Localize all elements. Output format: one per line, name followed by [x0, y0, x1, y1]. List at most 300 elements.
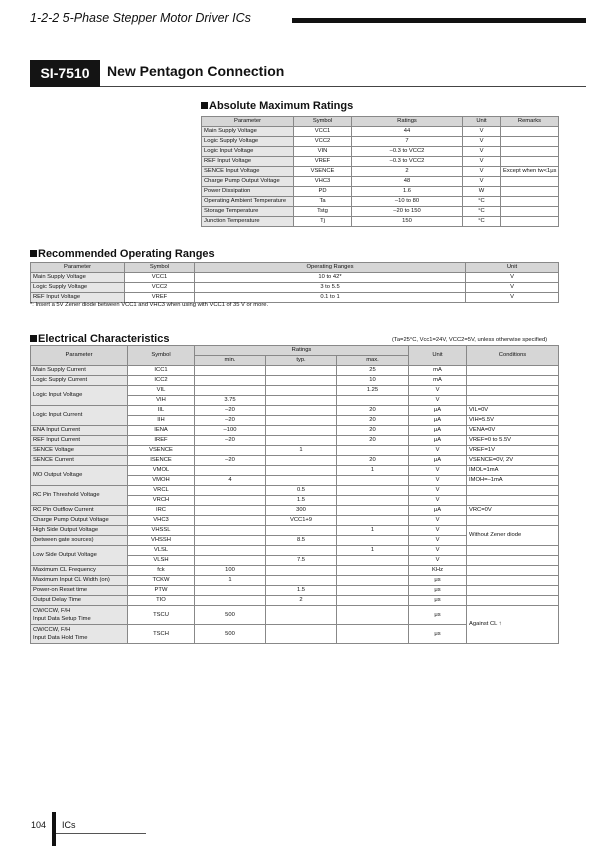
- ec-typ: 2: [266, 596, 337, 606]
- ec-min: 1: [195, 576, 266, 586]
- abs-rating: –0.3 to VCC2: [352, 147, 463, 157]
- ec-max: 1: [337, 466, 409, 476]
- ec-min: [195, 496, 266, 506]
- table-row: [31, 486, 559, 496]
- ec-min: [195, 446, 266, 456]
- abs-remark: [501, 197, 559, 207]
- table-row: [202, 187, 559, 197]
- abs-unit: V: [463, 147, 501, 157]
- ec-symbol: IREF: [128, 436, 195, 446]
- ec-max: [337, 396, 409, 406]
- ec-col-conditions: Conditions: [467, 346, 559, 366]
- abs-rating: 2: [352, 167, 463, 177]
- abs-max-heading-text: Absolute Maximum Ratings: [209, 100, 354, 112]
- abs-rating: 44: [352, 127, 463, 137]
- table-row: [31, 466, 559, 476]
- abs-unit: W: [463, 187, 501, 197]
- table-row: [31, 516, 559, 526]
- ec-typ: [266, 416, 337, 426]
- ec-condition: Against CL ↑: [467, 606, 559, 644]
- ec-unit: μs: [409, 586, 467, 596]
- ec-min: –20: [195, 436, 266, 446]
- footer-rule: [56, 833, 146, 834]
- rec-heading-text: Recommended Operating Ranges: [38, 248, 215, 260]
- abs-rating: 150: [352, 217, 463, 227]
- rec-range: 10 to 42*: [195, 273, 466, 283]
- abs-unit: °C: [463, 197, 501, 207]
- ec-param: RC Pin Outflow Current: [31, 506, 128, 516]
- ec-unit: V: [409, 486, 467, 496]
- ec-max: 20: [337, 406, 409, 416]
- ec-min: 500: [195, 625, 266, 644]
- rec-unit: V: [466, 273, 559, 283]
- rec-range: 0.1 to 1: [195, 293, 466, 303]
- ec-min: [195, 486, 266, 496]
- ec-typ: 1: [266, 446, 337, 456]
- ec-max: [337, 486, 409, 496]
- ec-col-typ: typ.: [266, 356, 337, 366]
- abs-param: Charge Pump Output Voltage: [202, 177, 294, 187]
- ec-symbol: VRCH: [128, 496, 195, 506]
- ec-max: [337, 586, 409, 596]
- abs-symbol: Tj: [294, 217, 352, 227]
- ec-symbol: IIH: [128, 416, 195, 426]
- abs-symbol: VIN: [294, 147, 352, 157]
- table-row: [31, 366, 559, 376]
- ec-min: [195, 516, 266, 526]
- ec-symbol: PTW: [128, 586, 195, 596]
- abs-remark: [501, 207, 559, 217]
- ec-param: Logic Input Voltage: [31, 386, 128, 406]
- ec-conditions-note: (Ta=25°C, Vcc1=24V, VCC2=5V, unless otherwise specified): [392, 337, 548, 343]
- ec-condition: [467, 496, 559, 506]
- rec-param: REF Input Voltage: [31, 293, 125, 303]
- header-rule: [292, 18, 586, 23]
- ec-param: Charge Pump Output Voltage: [31, 516, 128, 526]
- ec-min: [195, 366, 266, 376]
- ec-max: [337, 536, 409, 546]
- ec-unit: μA: [409, 506, 467, 516]
- table-row: [202, 167, 559, 177]
- abs-param: Main Supply Voltage: [202, 127, 294, 137]
- abs-unit: V: [463, 167, 501, 177]
- ec-unit: μA: [409, 456, 467, 466]
- ec-condition: [467, 576, 559, 586]
- abs-rating: –10 to 80: [352, 197, 463, 207]
- rec-unit: V: [466, 283, 559, 293]
- ec-typ: 0.5: [266, 486, 337, 496]
- ec-typ: [266, 625, 337, 644]
- abs-rating: 7: [352, 137, 463, 147]
- ec-min: [195, 556, 266, 566]
- ec-max: [337, 476, 409, 486]
- ec-symbol: VSENCE: [128, 446, 195, 456]
- ec-min: [195, 596, 266, 606]
- ec-min: 3.75: [195, 396, 266, 406]
- abs-unit: °C: [463, 207, 501, 217]
- ec-unit: KHz: [409, 566, 467, 576]
- ec-max: [337, 625, 409, 644]
- ec-unit: μA: [409, 436, 467, 446]
- ec-unit: μA: [409, 416, 467, 426]
- ec-symbol: VLSH: [128, 556, 195, 566]
- ec-condition: [467, 386, 559, 396]
- ec-unit: μA: [409, 406, 467, 416]
- table-row: [202, 197, 559, 207]
- table-row: [202, 207, 559, 217]
- page-number: 104: [31, 820, 47, 830]
- table-row: [31, 506, 559, 516]
- ec-condition: VENA=0V: [467, 426, 559, 436]
- table-row: [31, 566, 559, 576]
- abs-unit: V: [463, 157, 501, 167]
- abs-param: SENCE Input Voltage: [202, 167, 294, 177]
- ec-condition: [467, 566, 559, 576]
- ec-param: Main Supply Current: [31, 366, 128, 376]
- ec-symbol: VMOL: [128, 466, 195, 476]
- ec-max: 25: [337, 366, 409, 376]
- abs-symbol: Tstg: [294, 207, 352, 217]
- table-row: [31, 446, 559, 456]
- ec-unit: μs: [409, 576, 467, 586]
- table-row: [202, 137, 559, 147]
- ec-unit: μs: [409, 625, 467, 644]
- ec-unit: V: [409, 496, 467, 506]
- section-square-icon: [30, 335, 37, 342]
- ec-typ: [266, 606, 337, 625]
- ec-condition: [467, 596, 559, 606]
- ec-typ: [266, 566, 337, 576]
- ec-typ: [266, 476, 337, 486]
- ec-condition: VSENCE=0V, 2V: [467, 456, 559, 466]
- ec-unit: μs: [409, 596, 467, 606]
- table-row: [31, 436, 559, 446]
- ec-col-symbol: Symbol: [128, 346, 195, 366]
- page-title: New Pentagon Connection: [107, 63, 285, 79]
- ec-unit: V: [409, 396, 467, 406]
- abs-remark: [501, 157, 559, 167]
- abs-col-ratings: Ratings: [352, 117, 463, 127]
- ec-heading: [30, 333, 169, 345]
- ec-typ: [266, 386, 337, 396]
- ec-param: [31, 625, 128, 644]
- abs-param: Operating Ambient Temperature: [202, 197, 294, 207]
- abs-remark: [501, 147, 559, 157]
- table-row: [31, 406, 559, 416]
- table-row: [31, 576, 559, 586]
- abs-unit: V: [463, 177, 501, 187]
- ec-param-line: Input Data Hold Time: [33, 635, 88, 641]
- rec-symbol: VCC2: [125, 283, 195, 293]
- ec-typ: 1.5: [266, 496, 337, 506]
- ec-symbol: TSCU: [128, 606, 195, 625]
- rec-col-unit: Unit: [466, 263, 559, 273]
- ec-condition: VIL=0V: [467, 406, 559, 416]
- ec-condition: VIH=5.5V: [467, 416, 559, 426]
- abs-rating: 48: [352, 177, 463, 187]
- model-number: SI-7510: [30, 60, 100, 87]
- ec-symbol: VIH: [128, 396, 195, 406]
- abs-symbol: PD: [294, 187, 352, 197]
- ec-symbol: fck: [128, 566, 195, 576]
- abs-param: REF Input Voltage: [202, 157, 294, 167]
- electrical-characteristics-table: [30, 345, 559, 644]
- ec-condition: [467, 516, 559, 526]
- rec-unit: V: [466, 293, 559, 303]
- ec-max: 20: [337, 416, 409, 426]
- ec-param: RC Pin Threshold Voltage: [31, 486, 128, 506]
- rec-symbol: VCC1: [125, 273, 195, 283]
- ec-param: Maximum Input CL Width (on): [31, 576, 128, 586]
- section-square-icon: [201, 102, 208, 109]
- ec-param: Low Side Output Voltage: [31, 546, 128, 566]
- ec-symbol: VIL: [128, 386, 195, 396]
- ec-typ: [266, 376, 337, 386]
- ec-param: High Side Output Voltage: [31, 526, 128, 536]
- ec-max: [337, 516, 409, 526]
- ec-col-max: max.: [337, 356, 409, 366]
- ec-typ: 7.5: [266, 556, 337, 566]
- ec-condition: IMOH=–1mA: [467, 476, 559, 486]
- ec-symbol: VHSSH: [128, 536, 195, 546]
- ec-symbol: VMOH: [128, 476, 195, 486]
- abs-remark: [501, 127, 559, 137]
- abs-symbol: VREF: [294, 157, 352, 167]
- abs-symbol: VCC1: [294, 127, 352, 137]
- ec-max: 1: [337, 526, 409, 536]
- table-row: [31, 596, 559, 606]
- ec-symbol: ICC2: [128, 376, 195, 386]
- ec-max: [337, 496, 409, 506]
- ec-condition: [467, 376, 559, 386]
- ec-max: [337, 576, 409, 586]
- ec-symbol: IENA: [128, 426, 195, 436]
- ec-condition: IMOL=1mA: [467, 466, 559, 476]
- ec-min: [195, 586, 266, 596]
- ec-unit: V: [409, 476, 467, 486]
- ec-param-line: CW/CCW, F/H: [33, 608, 71, 614]
- table-row: [31, 526, 559, 536]
- ec-min: 4: [195, 476, 266, 486]
- ec-unit: μA: [409, 426, 467, 436]
- ec-min: [195, 386, 266, 396]
- ec-unit: mA: [409, 366, 467, 376]
- ec-min: 100: [195, 566, 266, 576]
- ec-symbol: TSCH: [128, 625, 195, 644]
- rec-param: Logic Supply Voltage: [31, 283, 125, 293]
- ec-max: 20: [337, 456, 409, 466]
- ec-symbol: VLSL: [128, 546, 195, 556]
- ec-max: [337, 446, 409, 456]
- ec-max: [337, 596, 409, 606]
- ec-unit: V: [409, 546, 467, 556]
- ec-symbol: TCKW: [128, 576, 195, 586]
- rec-range: 3 to 5.5: [195, 283, 466, 293]
- ec-typ: VCC1+9: [266, 516, 337, 526]
- ec-typ: [266, 426, 337, 436]
- ec-typ: [266, 366, 337, 376]
- ec-condition: VREF=0 to 5.5V: [467, 436, 559, 446]
- ec-typ: [266, 436, 337, 446]
- section-square-icon: [30, 250, 37, 257]
- ec-min: [195, 376, 266, 386]
- abs-symbol: VSENCE: [294, 167, 352, 177]
- abs-max-heading: [201, 100, 353, 112]
- ec-symbol: VHC3: [128, 516, 195, 526]
- abs-remark: [501, 187, 559, 197]
- abs-remark: [501, 137, 559, 147]
- ec-unit: mA: [409, 376, 467, 386]
- ec-max: 1: [337, 546, 409, 556]
- ec-typ: [266, 406, 337, 416]
- ec-unit: V: [409, 516, 467, 526]
- ec-heading-text: Electrical Characteristics: [38, 333, 170, 345]
- ec-param: Output Delay Time: [31, 596, 128, 606]
- ec-max: [337, 606, 409, 625]
- ec-symbol: TIO: [128, 596, 195, 606]
- title-bar: [30, 58, 586, 87]
- abs-remark: [501, 177, 559, 187]
- ec-col-unit: Unit: [409, 346, 467, 366]
- table-row: [202, 127, 559, 137]
- ec-condition: [467, 486, 559, 496]
- ec-typ: [266, 396, 337, 406]
- abs-col-unit: Unit: [463, 117, 501, 127]
- table-row: [202, 177, 559, 187]
- ec-min: [195, 526, 266, 536]
- footer-label: ICs: [62, 820, 76, 830]
- header-title: 1-2-2 5-Phase Stepper Motor Driver ICs: [30, 11, 251, 25]
- abs-remark: [501, 217, 559, 227]
- rec-col-parameter: Parameter: [31, 263, 125, 273]
- ec-typ: [266, 456, 337, 466]
- table-row: [31, 426, 559, 436]
- ec-param-line: CW/CCW, F/H: [33, 627, 71, 633]
- ec-col-min: min.: [195, 356, 266, 366]
- ec-max: 20: [337, 436, 409, 446]
- ec-unit: V: [409, 446, 467, 456]
- ec-param: (between gate sources): [31, 536, 128, 546]
- abs-symbol: VCC2: [294, 137, 352, 147]
- ec-min: [195, 546, 266, 556]
- table-row: [31, 273, 559, 283]
- abs-remark: Except when tw<1μs: [501, 167, 559, 177]
- ec-min: [195, 506, 266, 516]
- ec-min: –20: [195, 416, 266, 426]
- footer-bar: [52, 812, 56, 846]
- abs-unit: V: [463, 137, 501, 147]
- ec-min: [195, 536, 266, 546]
- ec-symbol: IRC: [128, 506, 195, 516]
- abs-max-table: [201, 116, 559, 227]
- ec-unit: V: [409, 536, 467, 546]
- ec-typ: 1.5: [266, 586, 337, 596]
- abs-rating: –0.3 to VCC2: [352, 157, 463, 167]
- ec-param: Power-on Reset time: [31, 586, 128, 596]
- ec-typ: [266, 526, 337, 536]
- ec-symbol: ICC1: [128, 366, 195, 376]
- ec-symbol: ISENCE: [128, 456, 195, 466]
- ec-col-parameter: Parameter: [31, 346, 128, 366]
- ec-unit: V: [409, 556, 467, 566]
- abs-param: Logic Input Voltage: [202, 147, 294, 157]
- ec-param: Logic Supply Current: [31, 376, 128, 386]
- abs-symbol: VHC3: [294, 177, 352, 187]
- table-row: [31, 606, 559, 625]
- table-row: [31, 293, 559, 303]
- ec-max: 20: [337, 426, 409, 436]
- table-row: [31, 283, 559, 293]
- abs-param: Junction Temperature: [202, 217, 294, 227]
- ec-max: 1.25: [337, 386, 409, 396]
- abs-col-parameter: Parameter: [202, 117, 294, 127]
- abs-param: Logic Supply Voltage: [202, 137, 294, 147]
- abs-param: Power Dissipation: [202, 187, 294, 197]
- page-header: [30, 8, 586, 30]
- abs-col-symbol: Symbol: [294, 117, 352, 127]
- table-row: [31, 376, 559, 386]
- ec-param-line: Input Data Setup Time: [33, 616, 91, 622]
- ec-max: [337, 566, 409, 576]
- abs-unit: V: [463, 127, 501, 137]
- abs-unit: °C: [463, 217, 501, 227]
- rec-col-ranges: Operating Ranges: [195, 263, 466, 273]
- ec-condition: [467, 556, 559, 566]
- ec-symbol: VHSSL: [128, 526, 195, 536]
- abs-rating: 1.6: [352, 187, 463, 197]
- table-row: [31, 586, 559, 596]
- abs-symbol: Ta: [294, 197, 352, 207]
- rec-heading: [30, 248, 215, 260]
- table-row: [202, 217, 559, 227]
- ec-symbol: VRCL: [128, 486, 195, 496]
- ec-param: Logic Input Current: [31, 406, 128, 426]
- ec-condition: [467, 586, 559, 596]
- ec-unit: V: [409, 466, 467, 476]
- abs-rating: –20 to 150: [352, 207, 463, 217]
- rec-param: Main Supply Voltage: [31, 273, 125, 283]
- ec-min: 500: [195, 606, 266, 625]
- ec-condition: [467, 546, 559, 556]
- ec-typ: 8.5: [266, 536, 337, 546]
- table-row: [202, 157, 559, 167]
- ec-unit: μs: [409, 606, 467, 625]
- rec-col-symbol: Symbol: [125, 263, 195, 273]
- ec-min: –20: [195, 406, 266, 416]
- ec-max: [337, 506, 409, 516]
- ec-col-ratings: Ratings: [195, 346, 409, 356]
- ec-condition: [467, 396, 559, 406]
- ec-symbol: IIL: [128, 406, 195, 416]
- abs-col-remarks: Remarks: [501, 117, 559, 127]
- ec-typ: [266, 546, 337, 556]
- rec-symbol: VREF: [125, 293, 195, 303]
- ec-condition: Without Zener diode: [467, 526, 559, 546]
- ec-condition: VREF=1V: [467, 446, 559, 456]
- ec-max: 10: [337, 376, 409, 386]
- ec-param: ENA Input Current: [31, 426, 128, 436]
- ec-param: MO Output Voltage: [31, 466, 128, 486]
- ec-min: –100: [195, 426, 266, 436]
- ec-max: [337, 556, 409, 566]
- ec-typ: 300: [266, 506, 337, 516]
- rec-ranges-table: [30, 262, 559, 303]
- table-row: [31, 456, 559, 466]
- ec-unit: V: [409, 386, 467, 396]
- ec-typ: [266, 576, 337, 586]
- ec-param: [31, 606, 128, 625]
- ec-typ: [266, 466, 337, 476]
